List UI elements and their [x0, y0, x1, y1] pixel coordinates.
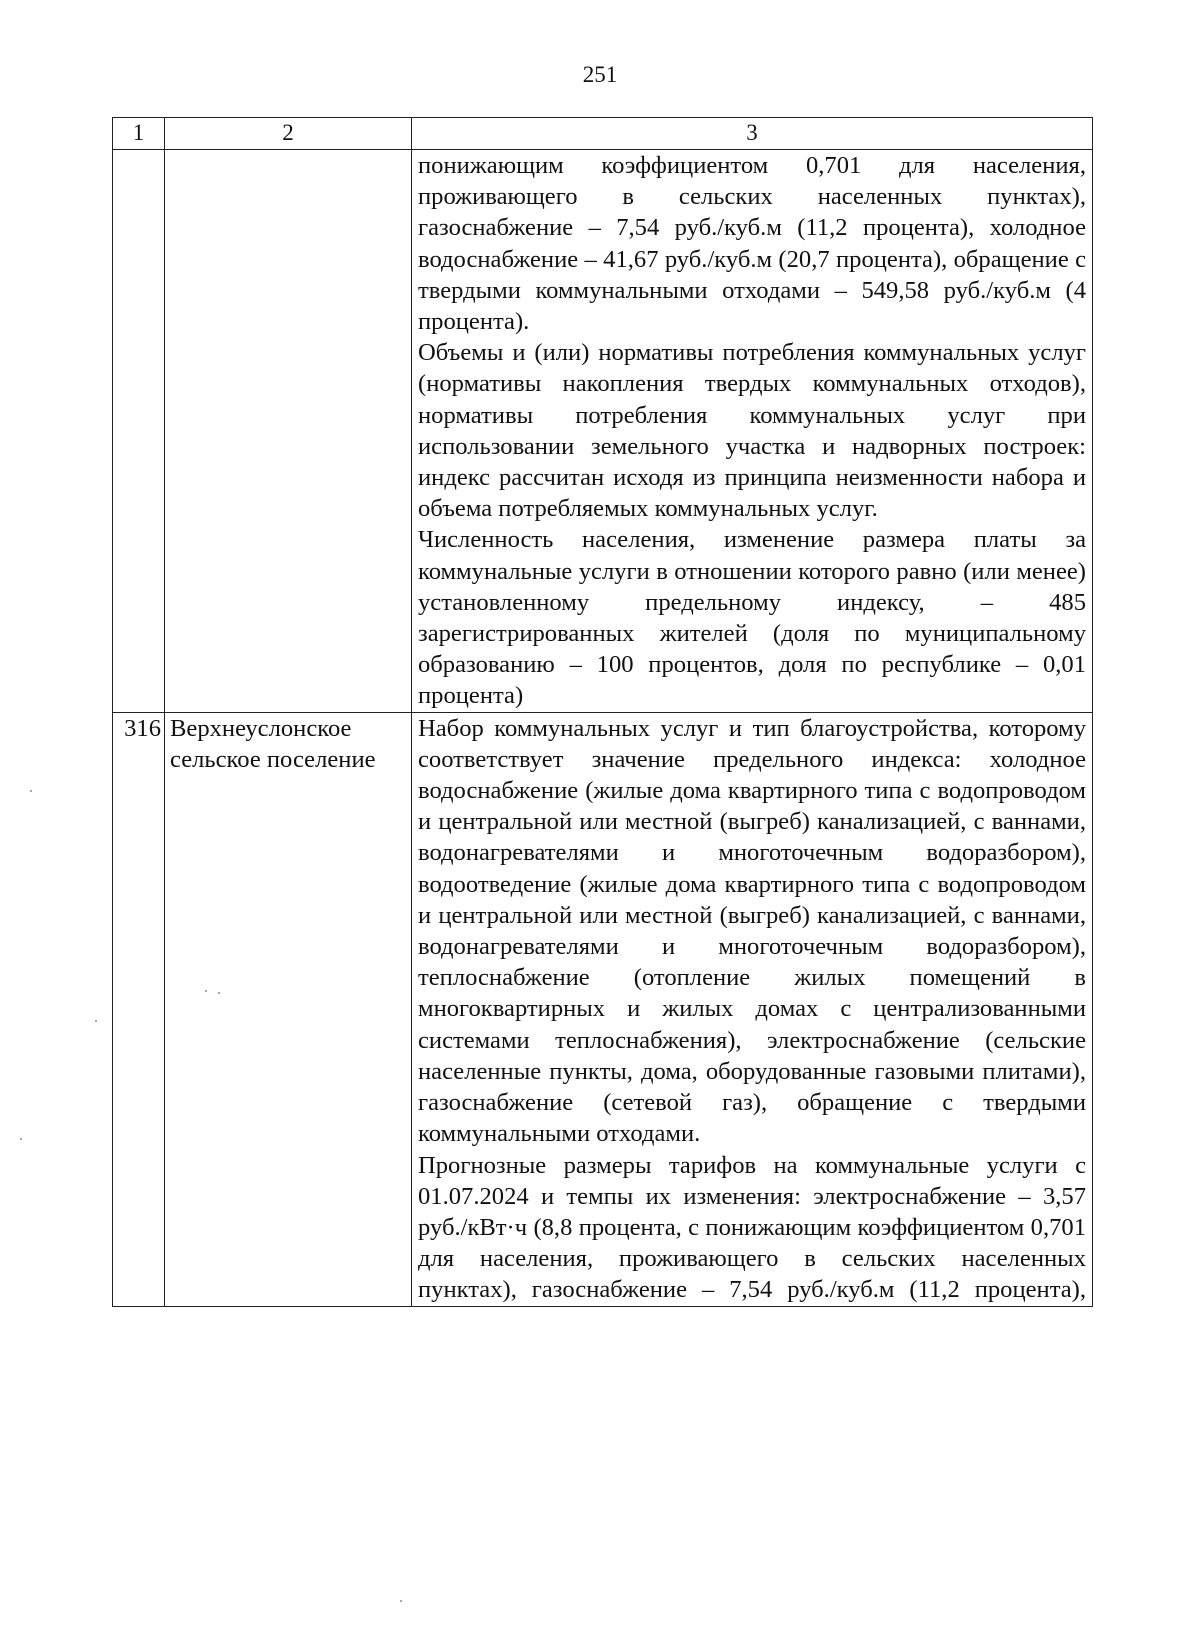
scan-speck — [205, 990, 207, 992]
tariff-table — [112, 117, 1093, 1307]
description-paragraph: Набор коммунальных услуг и тип благоустройства, которому соответствует значение предельного индекса: холодное водоснабжение (жилые дома квартирного типа с водопроводом и центральной или местной (выгреб) канализацией, с ваннами, водонагревателями и многоточечным водоразбором), водоотведение (жилые дома квартирного типа с водопроводом и центральной или местной (выгреб) канализацией, с ваннами, водонагревателями и многоточечным водоразбором), теплоснабжение (отопление жилых помещений в многоквартирных и жилых домах с централизованными системами теплоснабжения), электроснабжение (сельские населенные пункты, дома, оборудованные газовыми плитами), газоснабжение (сетевой газ), обращение с твердыми коммунальными отходами. — [418, 714, 1086, 1148]
page-number: 251 — [582, 62, 618, 87]
description-paragraph: понижающим коэффициентом 0,701 для населения, проживающего в сельских населенных пунктах), газоснабжение – 7,54 руб./куб.м (11,2 процента), холодное водоснабжение – 41,67 руб./куб.м (20,7 процента), обращение с твердыми коммунальными отходами – 549,58 руб./куб.м (4 процента). — [418, 152, 1086, 336]
column-header-3: 3 — [412, 118, 1093, 150]
table-header-row — [113, 118, 1093, 150]
municipality-name: Верхнеуслонское сельское поселение — [165, 712, 412, 1306]
column-header-2: 2 — [165, 118, 412, 150]
row-number — [113, 150, 165, 713]
description-cell — [412, 150, 1093, 713]
scan-speck — [218, 992, 220, 994]
column-header-1: 1 — [113, 118, 165, 150]
scan-speck — [95, 1020, 97, 1022]
municipality-name — [165, 150, 412, 713]
table-row — [113, 712, 1093, 1306]
row-number: 316 — [113, 712, 165, 1306]
description-paragraph: Численность населения, изменение размера платы за коммунальные услуги в отношении которого равно (или менее) установленному предельному индексу, – 485 зарегистрированных жителей (доля по муниципальному образованию – 100 процентов, доля по республике – 0,01 процента) — [418, 526, 1086, 710]
description-paragraph: Объемы и (или) нормативы потребления коммунальных услуг (нормативы накопления твердых коммунальных отходов), нормативы потребления коммунальных услуг при использовании земельного участка и надворных построек: индекс рассчитан исходя из принципа неизменности набора и объема потребляемых коммунальных услуг. — [418, 339, 1086, 523]
description-cell — [412, 712, 1093, 1306]
scan-speck — [20, 1138, 22, 1140]
description-paragraph: Прогнозные размеры тарифов на коммунальные услуги с 01.07.2024 и темпы их изменения: электроснабжение – 3,57 руб./кВт·ч (8,8 процента, с понижающим коэффициентом 0,701 для населения, проживающего в сельских населенных пунктах), газоснабжение – 7,54 руб./куб.м (11,2 процента), — [418, 1151, 1086, 1304]
table-row — [113, 150, 1093, 713]
scan-speck — [30, 790, 32, 792]
scan-speck — [400, 1600, 402, 1602]
